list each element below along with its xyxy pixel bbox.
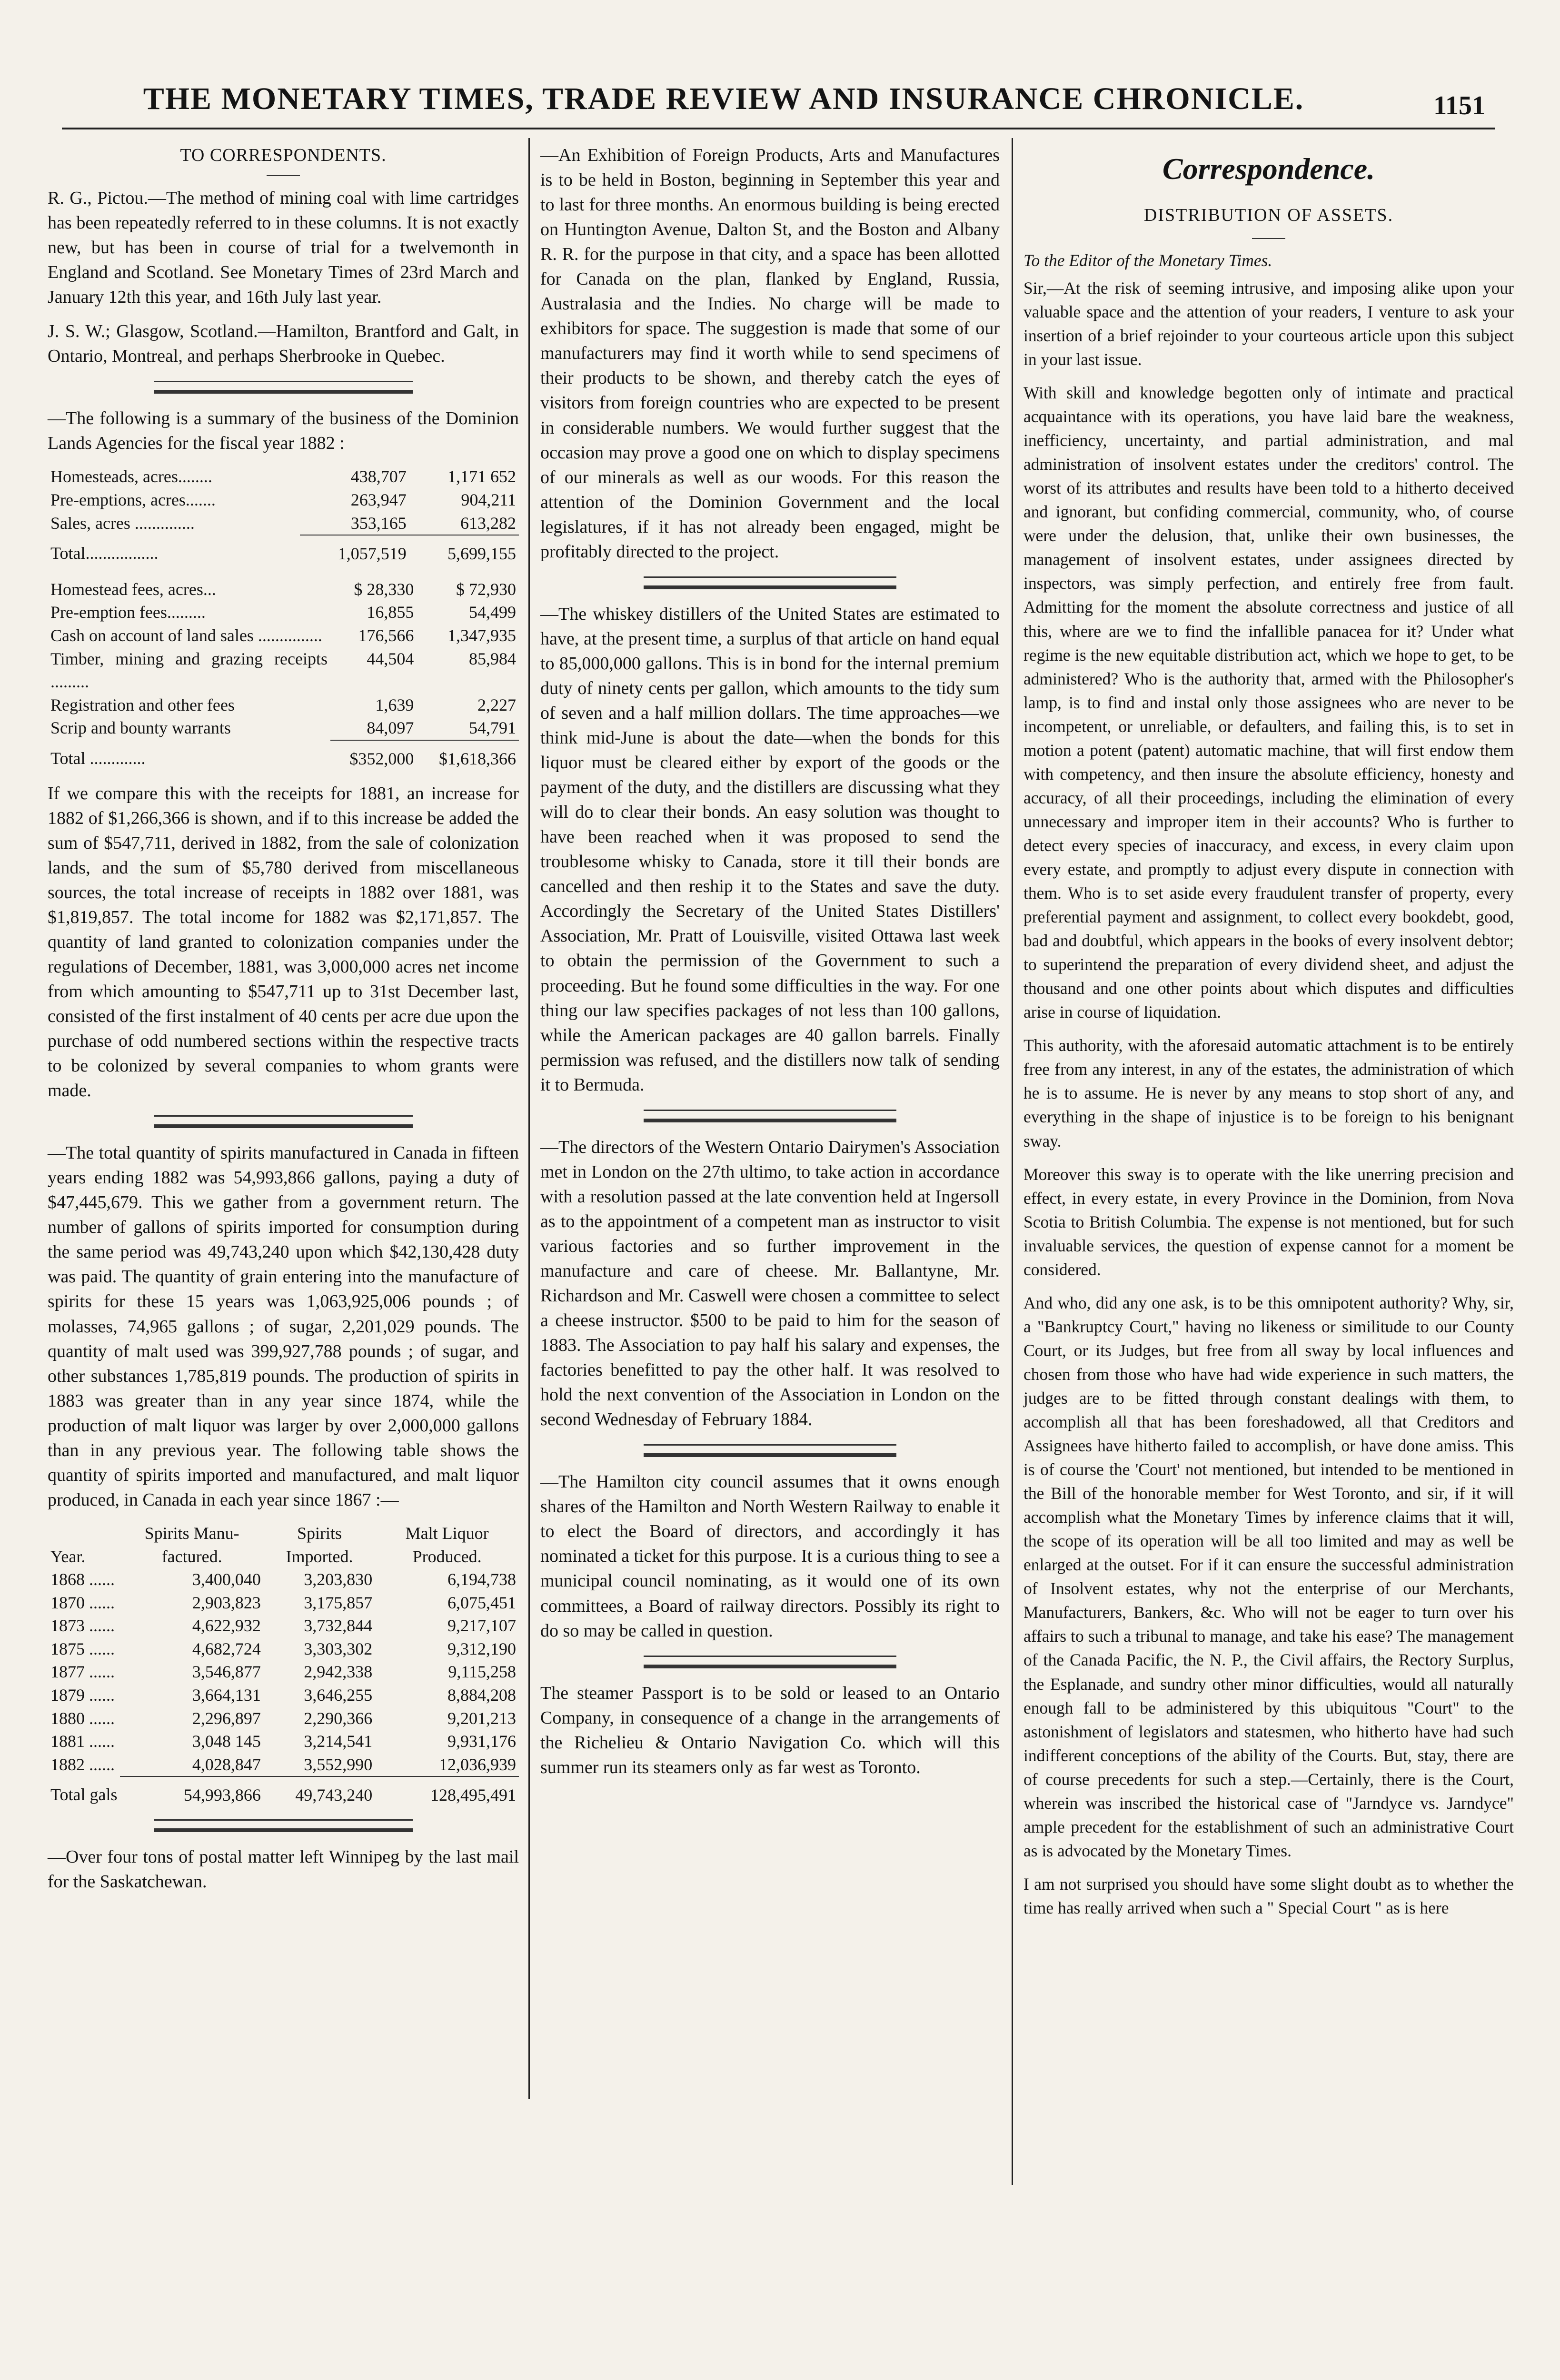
row-label: Registration and other fees <box>50 695 235 714</box>
total-label: Total ............. <box>50 749 146 768</box>
row-value: 54,499 <box>469 603 516 622</box>
table-row <box>48 1568 519 1591</box>
lands-intro: —The following is a summary of the business of the Dominion Lands Agencies for the fiscal year 1882 : <box>48 408 519 454</box>
table-row <box>48 465 519 488</box>
row-value: $ 72,930 <box>456 579 516 599</box>
cell: 3,732,844 <box>304 1616 373 1636</box>
row-value: 1,347,935 <box>447 626 516 645</box>
cell: 4,622,932 <box>192 1616 261 1636</box>
page-header <box>67 71 1495 124</box>
table-total-row <box>48 1776 519 1807</box>
spirits-paragraph: —The total quantity of spirits manufactured in Canada in fifteen years ending 1882 was 54,993,866 gallons, paying a duty of $47,445,679. This we gather from a government return. The number of gallons of spirits imported for consumption during the same period was 49,743,240 upon which $42,130,428 duty was paid. The quantity of grain entering into the manufacture of spirits for these 15 years was 1,063,925,006 pounds ; of molasses, 74,965 gallons ; of sugar, 2,201,029 pounds. The quantity of malt used was 399,927,788 pounds ; of sugar, and other substances 1,785,819 pounds. The production of spirits in 1883 was greater than in any year since 1874, while the production of malt liquor was larger by over 2,000,000 gallons than in any previous year. The following table shows the quantity of spirits imported and manufactured, and malt liquor produced, in Canada in each year since 1867 :— <box>48 1143 519 1510</box>
column-left <box>48 143 519 1904</box>
table-row <box>48 716 519 740</box>
cell: 49,743,240 <box>264 1776 375 1807</box>
table-total-row <box>48 740 519 771</box>
letter-title: DISTRIBUTION OF ASSETS. <box>1143 205 1394 226</box>
lands-comparison: If we compare this with the receipts for 1881, an increase for 1882 of $1,266,366 is shown, and if to this increase be added the sum of $547,711, derived in 1882, from the sale of colonization lands, and the sum of $5,780 derived from miscellaneous sources, the total increase of receipts in 1882 over 1881, was $1,819,857. The total income for 1882 was $2,171,857. The quantity of land granted to colonization companies under the regulations of December, 1881, was 3,000,000 acres net income from which amounting to $547,711 up to 31st December last, consisted of the first instalment of 40 cents per acre due upon the purchase of odd numbered sections within the respective tracts to be colonized by several companies to whom grants were made. <box>48 783 519 1101</box>
header-rule <box>62 128 1495 129</box>
table-total-row <box>48 535 519 565</box>
cell: 1880 ...... <box>50 1708 115 1728</box>
table-row <box>48 624 519 647</box>
cell: 9,115,258 <box>448 1662 516 1682</box>
salutation-line: To the Editor of the Monetary Times. <box>1023 250 1272 270</box>
row-value: 353,165 <box>350 513 407 533</box>
row-label: Sales, acres .............. <box>50 513 195 533</box>
cell: 128,495,491 <box>375 1776 519 1807</box>
letter-paragraph: And who, did any one ask, is to be this omnipotent authority? Why, sir, a "Bankruptcy Court," having no likeness or similitude to our County Court, or its Judges, but free from all sway by local influences and chosen from those who have had wide experience in such matters, the judges are to be fitted through constant dealings with them, to accomplish all that has been foreshadowed, all that Creditors and Assignees have hitherto failed to accomplish, or have done amiss. This is of course the 'Court' not mentioned, but intended to be mentioned in the Bill of the honorable member for West Toronto, and sir, if it will accomplish what the Monetary Times by inference claims that it will, the scope of its operation will be all too limited and may as well be enlarged at the outset. For if it can ensure the successful administration of Insolvent estates, why not the enterprise of our Merchants, Manufacturers, Bankers, &c. Who will not be eager to turn over his affairs to such a tribunal to manage, and take his ease? The management of the Canada Pacific, the N. P., the Civil affairs, the Rectory Surplus, the Esplanade, and sundry other minor difficulties, would all naturally enough fall to be administered by this ubiquitous "Court" to the astonishment of legislators and statesmen, who hitherto have had such indifferent conceptions of the ability of the Courts. But, stay, there are of course precedents for such a step.—Certainly, there is the Court, wherein was inscribed the historical case of "Jarndyce vs. Jarndyce" ample precedent for the establishment of such an administrative Court as is advocated by the Monetary Times. <box>1023 1293 1514 1860</box>
row-label: Pre-emption fees......... <box>50 603 206 622</box>
row-label: Homestead fees, acres... <box>50 579 216 599</box>
total-value: $1,618,366 <box>417 740 519 771</box>
row-value: 44,504 <box>367 649 414 668</box>
correspondence-heading: Correspondence. <box>1162 152 1375 186</box>
cell: 3,400,040 <box>192 1570 261 1589</box>
letter-paragraph: Moreover this sway is to operate with the like unerring precision and effect, in every estate, in every Province in the Dominion, from Nova Scotia to British Columbia. The expense is not mentioned, but for such invaluable services, the question of expense cannot for a moment be considered. <box>1023 1164 1514 1279</box>
section-separator <box>154 1115 413 1128</box>
row-value: 85,984 <box>469 649 516 668</box>
table-row <box>48 578 519 601</box>
column-middle <box>540 143 1000 1789</box>
column-divider-1 <box>528 138 530 2099</box>
cell: 8,884,208 <box>447 1686 516 1705</box>
letter-paragraph: I am not surprised you should have some slight doubt as to whether the time has really arrived when such a " Special Court " as is here <box>1023 1874 1514 1917</box>
short-rule <box>1252 238 1285 239</box>
cell: 1881 ...... <box>50 1732 115 1751</box>
passport-paragraph: The steamer Passport is to be sold or leased to an Ontario Company, in consequence of a change in the arrangements of the Richelieu & Ontario Navigation Co. which will this summer run its steamers only as far west as Toronto. <box>540 1683 1000 1777</box>
spirits-table <box>48 1522 519 1807</box>
section-separator <box>644 1444 896 1457</box>
whiskey-paragraph: —The whiskey distillers of the United States are estimated to have, at the present time, a surplus of that article on hand equal to 85,000,000 gallons. This is in bond for the internal premium duty of ninety cents per gallon, which amounts to the tidy sum of seven and a half million dollars. The time approaches—we think mid-June is about the date—when the bonds for this liquor must be cleared either by export of the goods or the payment of the duty, and the distillers are discussing what they will do to clear their bonds. An easy solution was thought to have been reached when it was proposed to send the troublesome whisky to Canada, store it till their bonds are cancelled and then reship it to the States and save the duty. Accordingly the Secretary of the United States Distillers' Association, Mr. Pratt of Louisville, visited Ottawa last week to obtain the permission of the Government to such a proceeding. But he found some difficulties in the way. For one thing our law specifies packages of not less than 100 gallons, while the American packages are 40 gallon barrels. Finally permission was refused, and the distillers now talk of sending it to Bermuda. <box>540 604 1000 1095</box>
cell: 3,048 145 <box>192 1732 261 1751</box>
cell: 6,075,451 <box>447 1593 516 1612</box>
cell: 1882 ...... <box>50 1755 115 1774</box>
cell: 3,664,131 <box>192 1686 261 1705</box>
section-separator <box>644 1110 896 1122</box>
table-row <box>48 512 519 536</box>
section-separator <box>154 1819 413 1832</box>
table-row <box>48 601 519 624</box>
table-header-row <box>48 1522 519 1568</box>
section-separator <box>644 576 896 589</box>
row-value: 904,211 <box>461 490 516 510</box>
row-value: 54,791 <box>469 718 516 738</box>
cell: 1873 ...... <box>50 1616 115 1636</box>
to-correspondents-heading: TO CORRESPONDENTS. <box>180 145 387 165</box>
row-value: $ 28,330 <box>354 579 414 599</box>
correspondent-note-glasgow: J. S. W.; Glasgow, Scotland.—Hamilton, Brantford and Galt, in Ontario, Montreal, and perhaps Sherbrooke in Quebec. <box>48 321 519 367</box>
row-label: Scrip and bounty warrants <box>50 718 231 738</box>
fees-table <box>48 578 519 771</box>
row-value: 438,707 <box>350 467 407 486</box>
exhibition-paragraph: —An Exhibition of Foreign Products, Arts and Manufactures is to be held in Boston, beginning in September this year and to last for three months. An enormous building is being erected on Huntington Avenue, Dalton St, and the Boston and Albany R. R. for the purpose in that city, and a space has been allotted for Canada on the plan, flanked by England, Russia, Australasia and the Indies. No charge will be made to exhibitors for space. The suggestion is made that some of our manufacturers may find it worth while to send specimens of their products to be shown, and thereby catch the eyes of visitors from foreign countries who are expected to be present in considerable numbers. We would further suggest that the occasion may prove a good one on which to display specimens of our minerals as well as our woods. For this reason the attention of the Dominion Government and the local legislatures, if it has not already been engaged, might be profitably directed to the project. <box>540 145 1000 562</box>
total-label: Total................. <box>50 544 159 563</box>
dairymen-paragraph: —The directors of the Western Ontario Dairymen's Association met in London on the 27th ultimo, to take action in accordance with a resolution passed at the late convention held at Ingersoll as to the appointment of a competent man as instructor to visit various factories and so further improvement in the manufacture and care of cheese. Mr. Ballantyne, Mr. Richardson and Mr. Caswell were chosen a committee to select a cheese instructor. $500 to be paid to him for the season of 1883. The Association to pay half his salary and expenses, the factories benefitted to pay the other half. It was resolved to hold the next convention of the Association in London on the second Wednesday of February 1884. <box>540 1137 1000 1430</box>
cell: 3,303,302 <box>304 1639 373 1658</box>
row-value: 1,171 652 <box>447 467 516 486</box>
table-row <box>48 1707 519 1730</box>
column-header: Malt Liquor Produced. <box>405 1523 489 1566</box>
table-row <box>48 1614 519 1637</box>
letter-paragraph: With skill and knowledge begotten only of intimate and practical acquaintance with its operations, you have laid bare the weakness, inefficiency, uncertainty, and partial administration, and mal administration of insolvent estates under the creditors' control. The worst of its attributes and results have been told to a hitherto deceived and ignorant, but confiding commercial, community, who, of course were under the delusion, that, unlike their own businesses, the management of insolvent estates, under assignees directed by inspectors, was simply perfection, and entirely free from fault. Admitting for the moment the absolute correctness and justice of all this, where are we to find the infallible panacea for it? Under what regime is the new equitable distribution act, which we hope to get, to be administered? Who is the authority that, armed with the Philosopher's lamp, is to find and instal only those assignees who are never to be incompetent, or unreliable, or defaulters, and failing this, is to set in motion a potent (patent) automatic machine, that will first endow them with competency, and then insure the absolute efficiency, honesty and accuracy, of all their proceedings, including the elimination of every unnecessary and improper item in their accounts? Who is further to detect every species of inaccuracy, and excess, in every claim upon every estate, and promptly to adjust every dispute in connection with them. Who is to set aside every fraudulent transfer of property, every preferential payment and assignment, to collect every bookdebt, good, bad and doubtful, which appears in the books of every insolvent debtor; to superintend the preparation of every dividend sheet, and adjust the thousand and one other points about which disputes and difficulties arise in course of liquidation. <box>1023 383 1514 1022</box>
cell: 12,036,939 <box>439 1755 516 1774</box>
cell: 2,903,823 <box>192 1593 261 1612</box>
cell: 3,646,255 <box>304 1686 373 1705</box>
table-row <box>48 1730 519 1753</box>
short-rule <box>267 175 300 176</box>
total-value: $352,000 <box>330 740 417 771</box>
row-value: 263,947 <box>350 490 407 510</box>
cell: 54,993,866 <box>120 1776 263 1807</box>
cell: 2,290,366 <box>304 1708 373 1728</box>
hamilton-paragraph: —The Hamilton city council assumes that it owns enough shares of the Hamilton and North Western Railway to enable it to elect the Board of directors, and accordingly it has nominated a ticket for this purpose. It is a curious thing to see a municipal council nominating, as it would one of its own committees, a Board of railway directors. Possibly its right to do so may be called in question. <box>540 1472 1000 1641</box>
acres-table <box>48 465 519 565</box>
letter-paragraph: This authority, with the aforesaid automatic attachment is to be entirely free from any interest, in any of the estates, the administration of which he is to assume. He is never by any means to stop short of any, and everything in the shape of injustice is to be foreign to his benignant sway. <box>1023 1036 1514 1150</box>
section-separator <box>644 1656 896 1668</box>
row-value: 16,855 <box>367 603 414 622</box>
row-label: Pre-emptions, acres....... <box>50 490 216 510</box>
cell: 9,217,107 <box>447 1616 516 1636</box>
row-label: Cash on account of land sales ............... <box>50 626 322 645</box>
postal-paragraph: —Over four tons of postal matter left Winnipeg by the last mail for the Saskatchewan. <box>48 1847 519 1892</box>
column-header: Spirits Imported. <box>286 1523 353 1566</box>
cell: 4,682,724 <box>192 1639 261 1658</box>
letter-paragraph: Sir,—At the risk of seeming intrusive, and imposing alike upon your valuable space and the attention of your readers, I venture to ask your insertion of a brief rejoinder to your courteous article upon this subject in your last issue. <box>1023 278 1514 369</box>
cell: 2,296,897 <box>192 1708 261 1728</box>
page-number: 1151 <box>1433 91 1485 120</box>
running-title: THE MONETARY TIMES, TRADE REVIEW AND INSURANCE CHRONICLE. <box>143 81 1304 116</box>
cell: 3,214,541 <box>304 1732 373 1751</box>
cell: 1875 ...... <box>50 1639 115 1658</box>
correspondent-note-pictou: R. G., Pictou.—The method of mining coal with lime cartridges has been repeatedly referred to in these columns. It is not exactly new, but has been in course of trial for a twelvemonth in England and Scotland. See Monetary Times of 23rd March and January 12th this year, and 16th July last year. <box>48 188 519 307</box>
column-header: Spirits Manu- factured. <box>144 1523 239 1566</box>
column-divider-2 <box>1012 138 1013 2185</box>
section-separator <box>154 381 413 394</box>
table-row <box>48 1660 519 1684</box>
table-row <box>48 694 519 717</box>
total-value: 5,699,155 <box>409 535 519 565</box>
cell: 2,942,338 <box>304 1662 373 1682</box>
cell: 3,175,857 <box>304 1593 373 1612</box>
table-row <box>48 1637 519 1661</box>
cell: 1877 ...... <box>50 1662 115 1682</box>
cell: 9,201,213 <box>447 1708 516 1728</box>
row-value: 613,282 <box>460 513 516 533</box>
row-value: 1,639 <box>375 695 414 714</box>
cell: 6,194,738 <box>447 1570 516 1589</box>
row-value: 176,566 <box>358 626 414 645</box>
cell: 1870 ...... <box>50 1593 115 1612</box>
table-row <box>48 647 519 694</box>
column-right <box>1023 143 1514 1929</box>
total-value: 1,057,519 <box>300 535 409 565</box>
row-label: Homesteads, acres........ <box>50 467 212 486</box>
table-row <box>48 1684 519 1707</box>
cell: 1868 ...... <box>50 1570 115 1589</box>
cell: Total gals <box>50 1785 118 1805</box>
row-value: 84,097 <box>367 718 414 738</box>
cell: 3,546,877 <box>192 1662 261 1682</box>
table-row <box>48 488 519 512</box>
table-row <box>48 1753 519 1777</box>
cell: 9,312,190 <box>447 1639 516 1658</box>
table-row <box>48 1591 519 1615</box>
cell: 9,931,176 <box>447 1732 516 1751</box>
column-header: Year. <box>50 1547 86 1566</box>
row-label: Timber, mining and grazing receipts ......... <box>50 649 328 692</box>
cell: 3,203,830 <box>304 1570 373 1589</box>
cell: 4,028,847 <box>192 1755 261 1774</box>
cell: 3,552,990 <box>304 1755 373 1774</box>
row-value: 2,227 <box>477 695 516 714</box>
cell: 1879 ...... <box>50 1686 115 1705</box>
